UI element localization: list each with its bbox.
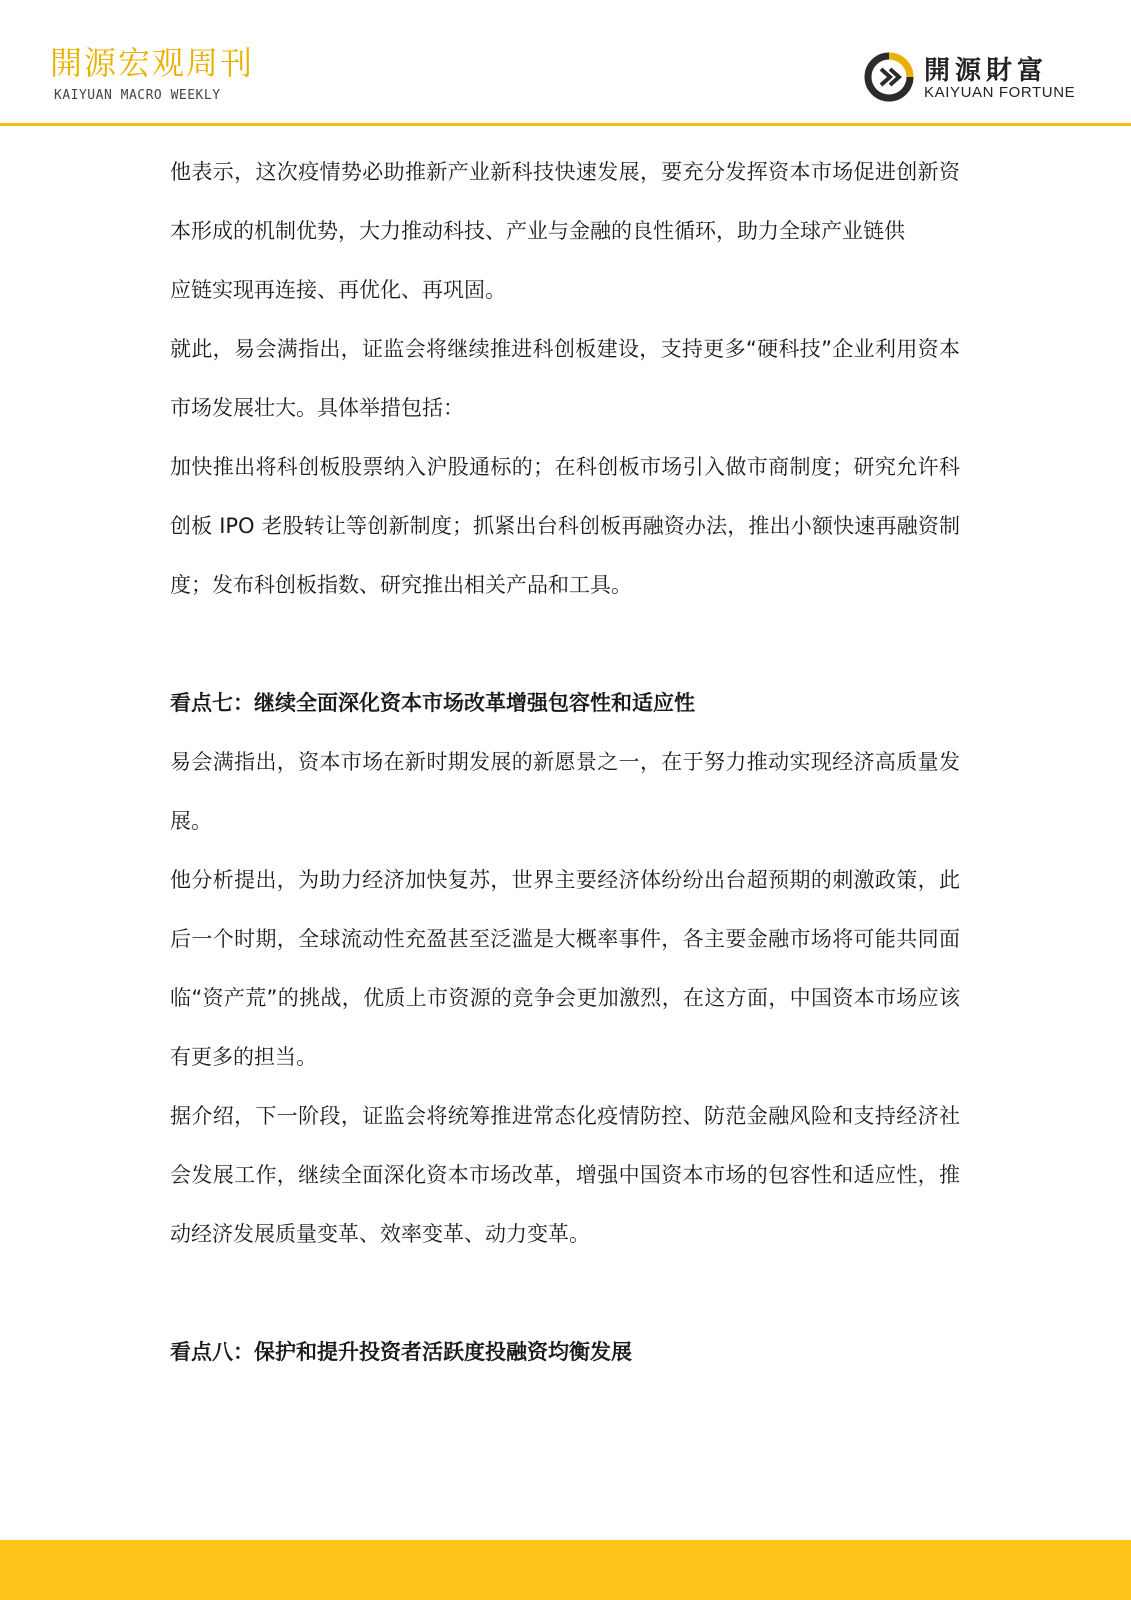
logo-name-en: KAIYUAN FORTUNE [924,84,1076,101]
publication-subtitle: KAIYUAN MACRO WEEKLY [54,88,221,103]
paragraph: 应链实现再连接、再优化、再巩固。 [170,278,506,302]
section-heading-8: 看点八：保护和提升投资者活跃度投融资均衡发展 [170,1340,632,1364]
article-body [170,143,960,1382]
publication-title: 開源宏观周刊 [50,44,255,82]
section-spacer [170,615,960,674]
paragraph: 他表示，这次疫情势必助推新产业新科技快速发展，要充分发挥资本市场促进创新资本形成的机制优势，大力推动科技、产业与金融的良性循环，助力全球产业链供 [170,160,960,243]
footer-bar [0,1540,1131,1600]
section-heading-7: 看点七：继续全面深化资本市场改革增强包容性和适应性 [170,691,695,715]
company-logo [864,48,1104,108]
page-header [0,0,1131,126]
kaiyuan-logo-mark-icon [864,52,914,102]
logo-name-cn: 開源財富 [924,56,1049,86]
paragraph: 据介绍，下一阶段，证监会将统筹推进常态化疫情防控、防范金融风险和支持经济社会发展工作，继续全面深化资本市场改革，增强中国资本市场的包容性和适应性，推动经济发展质量变革、效率变革、动力变革。 [170,1104,960,1246]
header-divider [0,123,1131,126]
paragraph: 就此，易会满指出，证监会将继续推进科创板建设，支持更多“硬科技”企业利用资本市场发展壮大。具体举措包括： [170,337,960,420]
paragraph: 加快推出将科创板股票纳入沪股通标的；在科创板市场引入做市商制度；研究允许科创板 IPO 老股转让等创新制度；抓紧出台科创板再融资办法，推出小额快速再融资制度；发布科创板指数、研究推出相关产品和工具。 [170,455,960,597]
section-spacer [170,1264,960,1323]
paragraph: 他分析提出，为助力经济加快复苏，世界主要经济体纷纷出台超预期的刺激政策，此后一个时期，全球流动性充盈甚至泛滥是大概率事件，各主要金融市场将可能共同面临“资产荒”的挑战，优质上市资源的竞争会更加激烈，在这方面，中国资本市场应该有更多的担当。 [170,868,960,1069]
paragraph: 易会满指出，资本市场在新时期发展的新愿景之一，在于努力推动实现经济高质量发展。 [170,750,960,833]
